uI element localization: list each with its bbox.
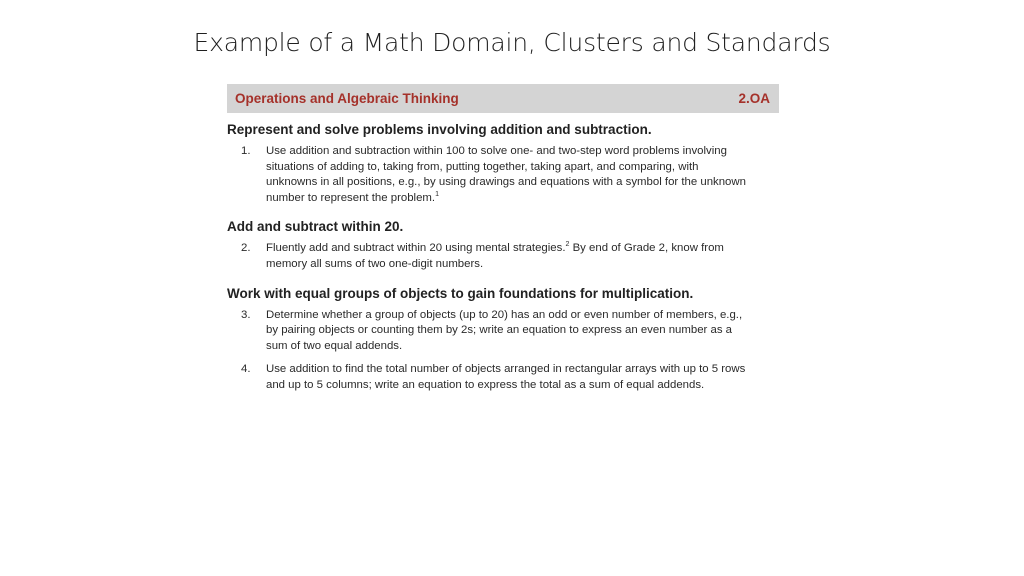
standard-number: 1. bbox=[241, 145, 251, 157]
standard-text bbox=[266, 241, 746, 272]
cluster-heading: Represent and solve problems involving addition and subtraction. bbox=[227, 122, 652, 137]
domain-header bbox=[227, 84, 779, 113]
standard-text: Determine whether a group of objects (up to 20) has an odd or even number of members, e.g., by pairing objects or counting them by 2s; write an equation to express an even number as a sum of two equal addends. bbox=[266, 308, 743, 352]
standard-text: Use addition to find the total number of objects arranged in rectangular arrays with up to 5 rows and up to 5 columns; write an equation to express the total as a sum of equal addends. bbox=[266, 363, 746, 391]
standard-text-continued: By end of Grade 2, know from memory all sums of two one-digit numbers. bbox=[266, 242, 724, 270]
domain-name: Operations and Algebraic Thinking bbox=[235, 91, 459, 106]
standard-item bbox=[227, 362, 779, 393]
standard-text bbox=[266, 144, 746, 206]
standard-text-body: Use addition and subtraction within 100 to solve one- and two-step word problems involving situations of adding to, taking from, putting together, taking apart, and comparing, with unknowns in all positions, e.g., by using drawings and equations with a symbol for the unknown number to represent the problem. bbox=[266, 145, 746, 204]
footnote-marker: 1 bbox=[435, 190, 439, 198]
footnote-marker: 2 bbox=[565, 241, 570, 249]
standard-number: 4. bbox=[241, 363, 251, 376]
standards-document bbox=[227, 84, 779, 394]
cluster-heading: Work with equal groups of objects to gain foundations for multiplication. bbox=[227, 285, 694, 301]
standard-number: 3. bbox=[241, 308, 251, 321]
slide-title: Example of a Math Domain, Clusters and Standards bbox=[193, 28, 831, 57]
standard-item bbox=[227, 241, 779, 272]
standard-text-body: Fluently add and subtract within 20 using mental strategies. bbox=[266, 242, 566, 255]
standard-item bbox=[227, 144, 779, 206]
standard-item bbox=[227, 308, 779, 355]
cluster-heading: Add and subtract within 20. bbox=[227, 219, 404, 235]
standard-number: 2. bbox=[241, 242, 251, 255]
domain-code: 2.OA bbox=[738, 91, 770, 106]
